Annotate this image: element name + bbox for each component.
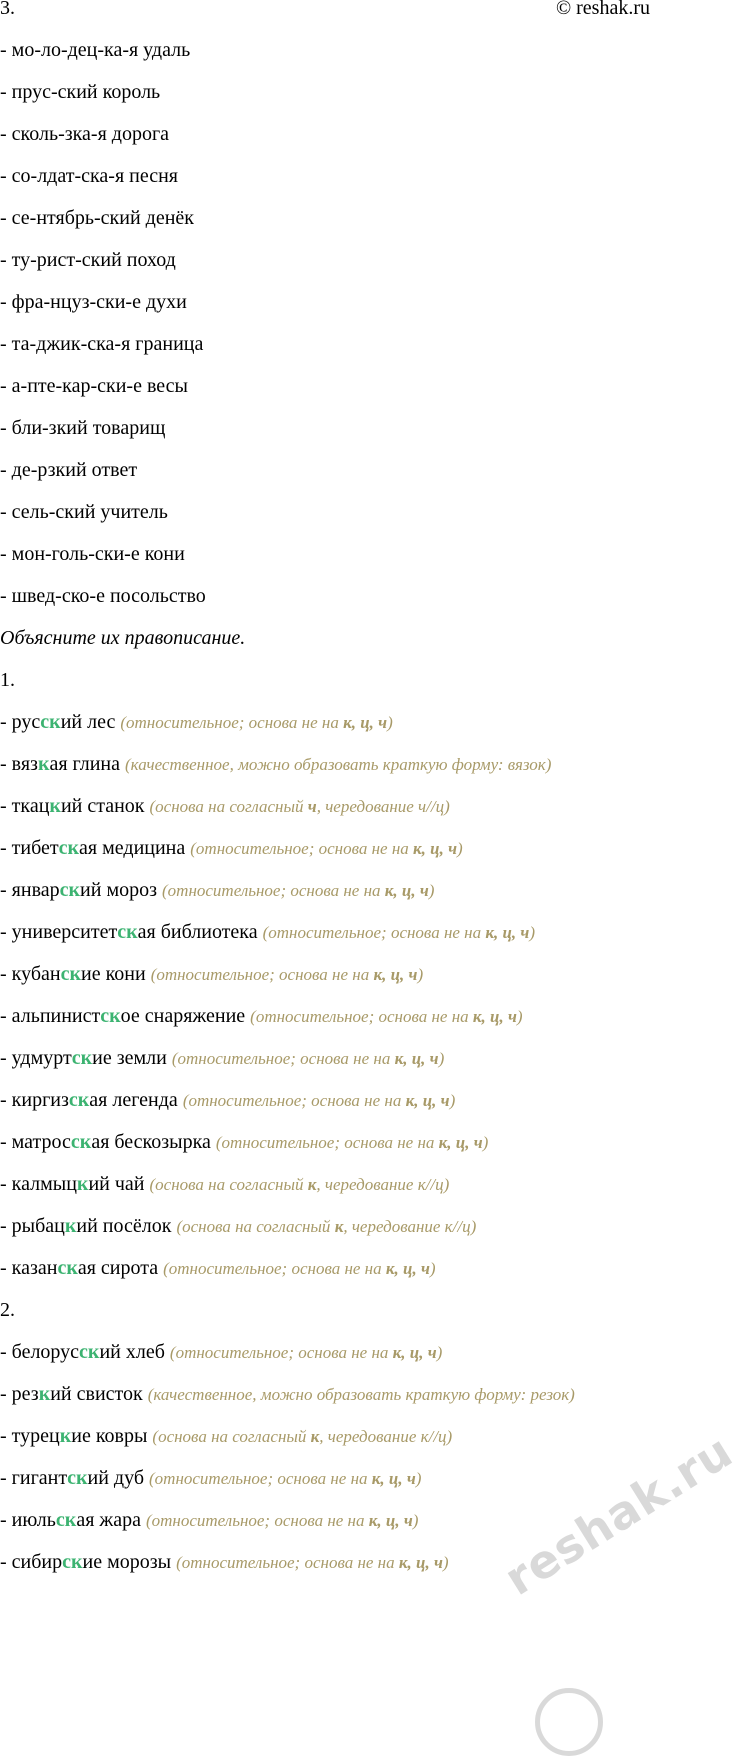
word-start: - ткац [0, 795, 50, 817]
word-end: ий свисток [50, 1383, 143, 1405]
list-item: - сель-ский учитель [0, 501, 168, 523]
answer-row [0, 794, 450, 819]
answer-row [0, 1340, 442, 1365]
note-letters: к, ц, ч [385, 1259, 430, 1278]
note-text: (относительное; основа не на [120, 713, 344, 732]
explanation-note [163, 1259, 435, 1278]
answer-row [0, 836, 463, 861]
suffix-highlight: к [38, 1383, 51, 1405]
explanation-note [176, 1553, 448, 1572]
note-letters: к [334, 1217, 344, 1236]
note-letters: к, ц, ч [368, 1511, 413, 1530]
suffix-highlight: ск [59, 879, 81, 901]
note-text: (основа на согласный [152, 1427, 311, 1446]
word-start: - белорус [0, 1341, 80, 1363]
answer-row [0, 878, 434, 903]
answer-row [0, 1004, 523, 1029]
word-end: ие земли [92, 1047, 167, 1069]
suffix-highlight: к [59, 1425, 72, 1447]
word-end: ий дуб [87, 1467, 144, 1489]
word-start: - рез [0, 1383, 39, 1405]
suffix-highlight: ск [58, 837, 80, 859]
note-letters: к, ц, ч [472, 1007, 517, 1026]
word-start: - январ [0, 879, 60, 901]
answer-row [0, 1550, 449, 1575]
answer-row [0, 1508, 418, 1533]
note-text: (основа на согласный [176, 1217, 335, 1236]
word-end: ая жара [76, 1509, 141, 1531]
site-copyright: © reshak.ru [555, 0, 650, 19]
word-start: - сибир [0, 1551, 63, 1573]
answer-row [0, 1424, 452, 1449]
note-letters: к [310, 1427, 320, 1446]
word-end: ая сирота [77, 1257, 159, 1279]
answer-row [0, 1088, 455, 1113]
note-text-end: ) [417, 965, 424, 984]
list-item: - а-пте-кар-ски-е весы [0, 375, 188, 397]
word-end: ий мороз [80, 879, 157, 901]
note-letters: к [307, 1175, 317, 1194]
note-text-end: , чередование к//ц) [319, 1427, 453, 1446]
note-text-end: , чередование к//ц) [343, 1217, 477, 1236]
word-end: ие морозы [82, 1551, 172, 1573]
list-item: - де-рзкий ответ [0, 459, 138, 481]
word-end: ая медицина [79, 837, 186, 859]
suffix-highlight: ск [79, 1341, 100, 1363]
note-letters: к, ц, ч [371, 1469, 416, 1488]
note-text-end: ) [529, 923, 536, 942]
section-number: 2. [0, 1299, 15, 1321]
explanation-note [149, 1175, 449, 1194]
word-start: - гигант [0, 1467, 68, 1489]
word-start: - вяз [0, 753, 38, 775]
explanation-note [176, 1217, 476, 1236]
task-number: 3. [0, 0, 15, 19]
note-text-end: ) [438, 1049, 445, 1068]
suffix-highlight: ск [68, 1089, 90, 1111]
word-end: ая легенда [89, 1089, 178, 1111]
answer-row [0, 1172, 449, 1197]
word-end: ие ковры [71, 1425, 148, 1447]
note-text: (относительное; основа не на [163, 1259, 386, 1278]
explanation-note [146, 1511, 418, 1530]
explanation-note [162, 881, 434, 900]
answer-row [0, 1382, 575, 1407]
note-text: (основа на согласный [149, 797, 308, 816]
answer-row [0, 1130, 488, 1155]
note-letters: к, ц, ч [398, 1553, 443, 1572]
note-text: (качественное, можно образовать краткую форму: резок) [147, 1385, 575, 1404]
explanation-note [151, 965, 423, 984]
note-letters: к, ц, ч [438, 1133, 483, 1152]
explanation-note [172, 1049, 444, 1068]
word-end: ие кони [81, 963, 146, 985]
explanation-note [152, 1427, 452, 1446]
note-text: (относительное; основа не на [149, 1469, 372, 1488]
suffix-highlight: ск [62, 1551, 83, 1573]
list-item: - ту-рист-ский поход [0, 249, 176, 271]
suffix-highlight: ск [67, 1467, 88, 1489]
list-item: - бли-зкий товарищ [0, 417, 166, 439]
list-item: - се-нтябрь-ский денёк [0, 207, 195, 229]
suffix-highlight: ск [71, 1047, 93, 1069]
answer-row [0, 752, 551, 777]
note-letters: к, ц, ч [413, 839, 458, 858]
note-letters: к, ц, ч [394, 1049, 439, 1068]
suffix-highlight: к [64, 1215, 77, 1237]
section-number: 1. [0, 669, 15, 691]
word-start: - тибет [0, 837, 59, 859]
note-text: (относительное; основа не на [169, 1343, 393, 1362]
word-end: ий хлеб [99, 1341, 165, 1363]
note-text: (относительное; основа не на [190, 839, 414, 858]
note-text: (относительное; основа не на [182, 1091, 406, 1110]
note-letters: к, ц, ч [373, 965, 418, 984]
explanation-note [183, 1091, 455, 1110]
note-text-end: , чередование к//ц) [316, 1175, 450, 1194]
explanation-note [120, 713, 392, 732]
suffix-highlight: к [49, 795, 61, 817]
note-text: (относительное; основа не на [162, 881, 385, 900]
word-start: - июль [0, 1509, 56, 1531]
answer-row [0, 1214, 476, 1239]
watermark-text: reshak.ru [495, 1423, 743, 1606]
list-item: - со-лдат-ска-я песня [0, 165, 178, 187]
note-text-end: ) [428, 881, 435, 900]
note-text: (относительное; основа не на [215, 1133, 439, 1152]
suffix-highlight: к [76, 1173, 89, 1195]
list-item: - мон-голь-ски-е кони [0, 543, 185, 565]
explanation-note [170, 1343, 442, 1362]
suffix-highlight: к [37, 753, 50, 775]
word-start: - калмыц [0, 1173, 77, 1195]
note-letters: к, ц, ч [384, 881, 429, 900]
word-start: - университет [0, 921, 118, 943]
explanation-note [148, 1385, 575, 1404]
word-end: ий станок [60, 795, 145, 817]
note-text-end: ) [415, 1469, 422, 1488]
suffix-highlight: ск [117, 921, 138, 943]
list-item: - фра-нцуз-ски-е духи [0, 291, 187, 313]
suffix-highlight: ск [70, 1131, 92, 1153]
note-text: (относительное; основа не на [262, 923, 486, 942]
list-item: - мо-ло-дец-ка-я удаль [0, 39, 191, 61]
word-start: - кубан [0, 963, 61, 985]
answer-row [0, 920, 535, 945]
note-text: (относительное; основа не на [171, 1049, 395, 1068]
word-end: ий посёлок [76, 1215, 172, 1237]
suffix-highlight: ск [100, 1005, 121, 1027]
note-text: (относительное; основа не на [176, 1553, 399, 1572]
explanation-note [250, 1007, 522, 1026]
note-text-end: ) [412, 1511, 419, 1530]
note-text-end: , чередование ч//ц) [316, 797, 450, 816]
explanation-note [216, 1133, 488, 1152]
note-letters: к, ц, ч [405, 1091, 450, 1110]
explanation-note [150, 797, 450, 816]
word-start: - удмурт [0, 1047, 72, 1069]
copyright-circle-icon [535, 1688, 603, 1756]
note-letters: к, ц, ч [485, 923, 530, 942]
explanation-note [190, 839, 462, 858]
word-end: ая бескозырка [91, 1131, 211, 1153]
explanation-note [125, 755, 551, 774]
word-start: - казан [0, 1257, 58, 1279]
note-text: (качественное, можно образовать краткую форму: вязок) [125, 755, 552, 774]
note-text: (относительное; основа не на [250, 1007, 473, 1026]
list-item: - прус-ский король [0, 81, 161, 103]
answer-row [0, 1256, 436, 1281]
word-start: - матрос [0, 1131, 71, 1153]
answer-row [0, 962, 423, 987]
word-start: - альпинист [0, 1005, 101, 1027]
word-start: - киргиз [0, 1089, 69, 1111]
word-end: ое снаряжение [120, 1005, 246, 1027]
answer-row [0, 1466, 421, 1491]
note-text-end: ) [387, 713, 393, 732]
note-text: (относительное; основа не на [145, 1511, 369, 1530]
note-text-end: ) [442, 1553, 449, 1572]
note-text: (основа на согласный [149, 1175, 308, 1194]
instruction-text: Объясните их правописание. [0, 627, 246, 649]
suffix-highlight: ск [57, 1257, 78, 1279]
word-end: ий чай [88, 1173, 145, 1195]
note-letters: к, ц, ч [343, 713, 388, 732]
suffix-highlight: ск [60, 963, 81, 985]
explanation-note [149, 1469, 421, 1488]
note-text-end: ) [457, 839, 463, 858]
explanation-note [263, 923, 535, 942]
note-text-end: ) [449, 1091, 456, 1110]
word-end: ая библиотека [137, 921, 258, 943]
note-text-end: ) [436, 1343, 443, 1362]
word-start: - рус [0, 711, 41, 733]
note-text-end: ) [516, 1007, 523, 1026]
answer-row [0, 710, 393, 735]
word-end: ая глина [49, 753, 121, 775]
list-item: - швед-ско-е посольство [0, 585, 206, 607]
note-letters: ч [307, 797, 317, 816]
word-start: - рыбац [0, 1215, 65, 1237]
word-start: - турец [0, 1425, 60, 1447]
suffix-highlight: ск [40, 711, 61, 733]
answer-row [0, 1046, 444, 1071]
list-item: - та-джик-ска-я граница [0, 333, 204, 355]
word-end: ий лес [60, 711, 116, 733]
suffix-highlight: ск [55, 1509, 77, 1531]
note-text-end: ) [429, 1259, 436, 1278]
list-item: - сколь-зка-я дорога [0, 123, 170, 145]
note-text-end: ) [482, 1133, 489, 1152]
note-text: (относительное; основа не на [150, 965, 374, 984]
note-letters: к, ц, ч [392, 1343, 437, 1362]
